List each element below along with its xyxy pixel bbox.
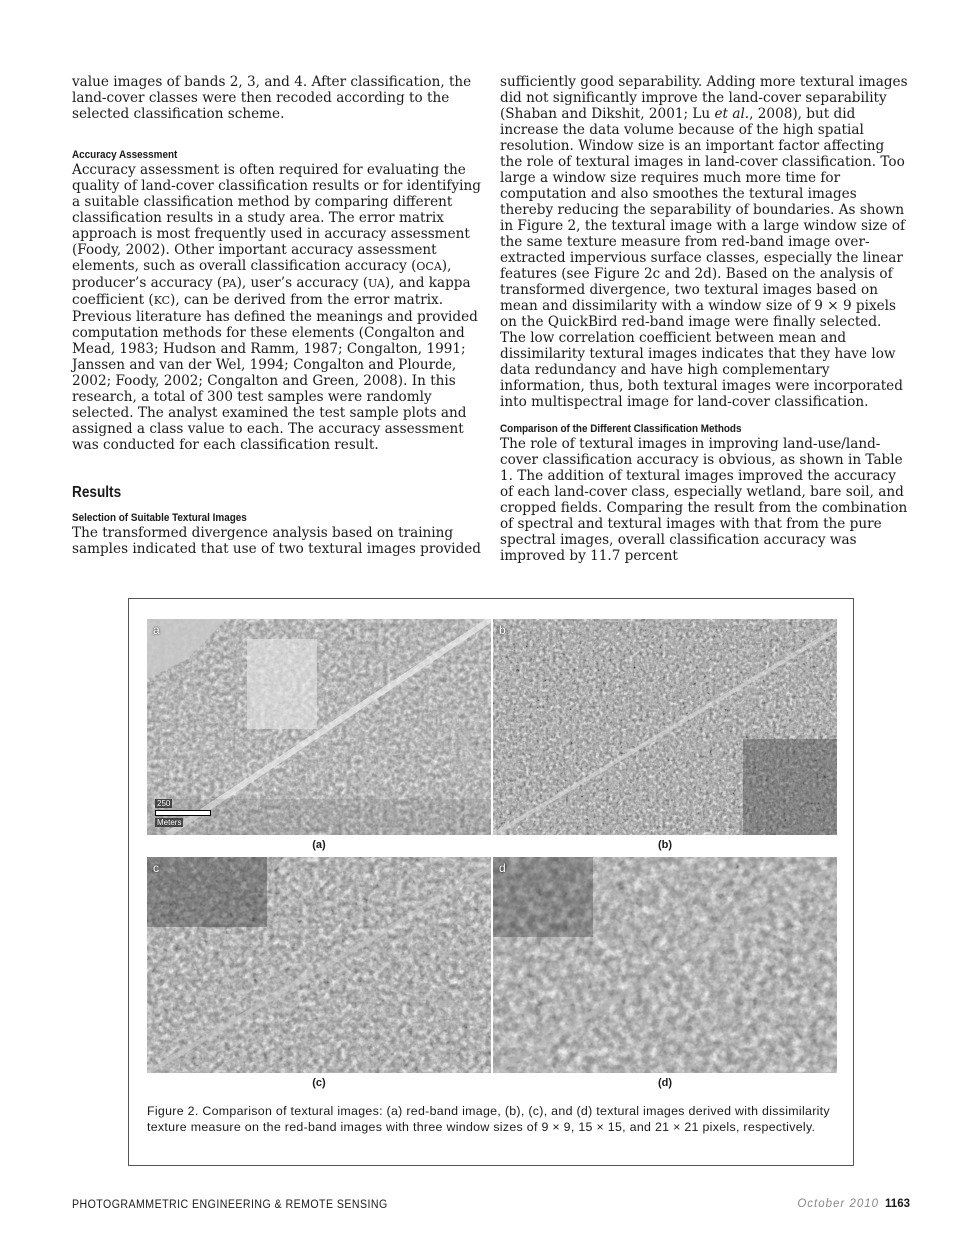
page-info	[797, 1198, 910, 1210]
panel-b-image	[493, 619, 837, 835]
panel-b-caption: (b)	[657, 839, 673, 851]
panel-d-caption: (d)	[657, 1077, 673, 1089]
comparison-heading: Comparison of the Different Classification Methods	[500, 423, 742, 435]
selection-heading: Selection of Suitable Textural Images	[72, 512, 247, 524]
scale-bar-graphic	[155, 810, 211, 816]
panel-a-image	[147, 619, 491, 835]
abbr-pa: PA	[222, 277, 237, 290]
panel-b-letter: b	[499, 623, 506, 637]
page-number: 1163	[885, 1198, 910, 1210]
scale-value: 250	[157, 799, 171, 808]
scale-bar	[155, 799, 211, 827]
figure-2	[128, 598, 854, 1166]
issue-date: October 2010	[797, 1198, 880, 1210]
selection-paragraph: The transformed divergence analysis based on training samples indicated that use of two textural images provided	[72, 525, 482, 557]
left-column	[72, 74, 482, 557]
abbr-oca: OCA	[416, 260, 442, 273]
et-al: et al.	[714, 106, 750, 122]
panel-d-image	[493, 857, 837, 1073]
scale-unit: Meters	[157, 818, 182, 827]
intro-paragraph: value images of bands 2, 3, and 4. After classification, the land-cover classes were then recoded according to the selected classification scheme.	[72, 74, 472, 122]
right-column	[500, 74, 910, 564]
panel-c-letter: c	[153, 861, 159, 875]
abbr-kc: KC	[153, 294, 171, 307]
accuracy-assessment-heading: Accuracy Assessment	[72, 149, 178, 161]
panel-d-letter: d	[499, 861, 506, 875]
panel-a-letter: a	[153, 623, 160, 637]
figure-caption: Figure 2. Comparison of textural images: (a) red-band image, (b), (c), and (d) textural images derived with dissimilarity texture measure on the red-band images with three window sizes of 9 × 9, 15 × 15, and 21 × 21 pixels, respectively.	[147, 1104, 830, 1134]
comparison-paragraph: The role of textural images in improving land-use/land-cover classification accuracy is obvious, as shown in Table 1. The addition of textural images improved the accuracy of each land-cover class, especially wetland, bare soil, and cropped fields. Comparing the result from the combination of spectral and textural images with that from the pure spectral images, overall classification accuracy was improved by 11.7 percent	[500, 436, 908, 564]
panel-c-image	[147, 857, 491, 1073]
separability-paragraph: sufficiently good separability. Adding more textural images did not significantly improve the land-cover separability (Shaban and Dikshit, 2001; Lu et al., 2008), but did increase the data volume because of the high spatial resolution. Window size is an important factor affecting the role of textural images in land-cover classification. Too large a window size requires much more time for computation and also smoothes the textural images thereby reducing the separability of boundaries. As shown in Figure 2, the textural image with a large window size of the same texture measure from red-band image over-extracted impervious surface classes, especially the linear features (see Figure 2c and 2d). Based on the analysis of transformed divergence, two textural images based on mean and dissimilarity with a window size of 9 × 9 pixels on the QuickBird red-band image were finally selected. The low correlation coefficient between mean and dissimilarity textural images indicates that they have low data redundancy and have high complementary information, thus, both textural images were incorporated into multispectral image for land-cover classification.	[500, 74, 908, 410]
abbr-ua: UA	[368, 277, 385, 290]
journal-name: PHOTOGRAMMETRIC ENGINEERING & REMOTE SENSING	[72, 1199, 388, 1211]
results-heading: Results	[72, 484, 122, 501]
panel-a-caption: (a)	[312, 839, 326, 851]
panel-c-caption: (c)	[312, 1077, 326, 1089]
accuracy-assessment-paragraph: Accuracy assessment is often required for evaluating the quality of land-cover classification results or for identifying a suitable classification method by comparing different classification results in a study area. The error matrix approach is most frequently used in accuracy assessment (Foody, 2002). Other important accuracy assessment elements, such as overall classification accuracy (OCA), producer’s accuracy (PA), user’s accuracy (UA), and kappa coefficient (KC), can be derived from the error matrix. Previous literature has defined the meanings and provided computation methods for these elements (Congalton and Mead, 1983; Hudson and Ramm, 1987; Congalton, 1991; Janssen and van der Wel, 1994; Congalton and Plourde, 2002; Foody, 2002; Congalton and Green, 2008). In this research, a total of 300 test samples were randomly selected. The analyst examined the test sample plots and assigned a class value to each. The accuracy assessment was conducted for each classification result.	[72, 162, 481, 453]
